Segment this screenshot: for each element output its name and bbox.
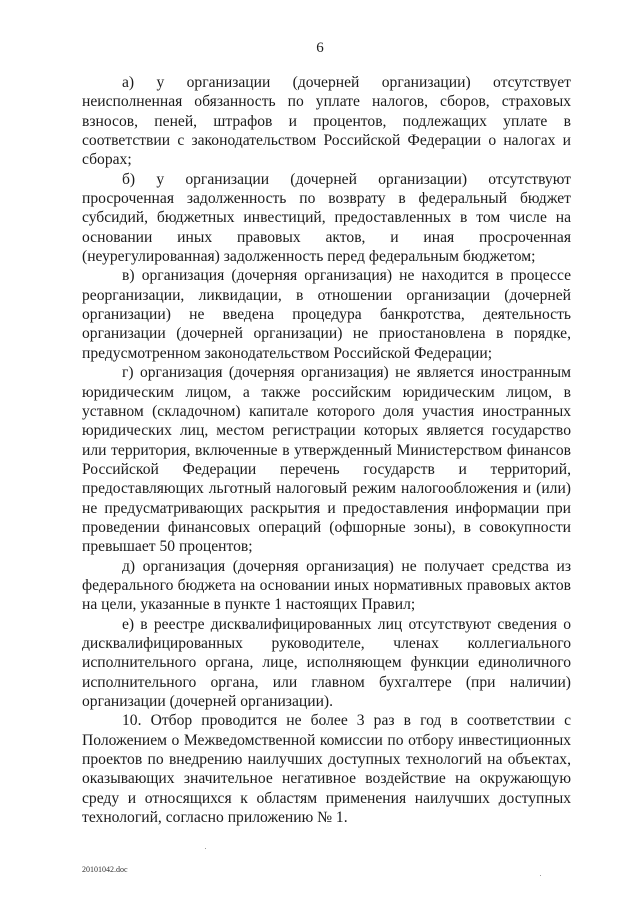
document-body	[82, 73, 571, 827]
paragraph-b: б) у организации (дочерней организации) отсутствуют просроченная задолженность по возврату в федеральный бюджет субсидий, бюджетных инвестиций, предоставленных в том числе на основании иных правовых актов, и иная просроченная (неурегулированная) задолженность перед федеральным бюджетом;	[82, 170, 571, 266]
paragraph-a: а) у организации (дочерней организации) отсутствует неисполненная обязанность по уплате налогов, сборов, страховых взносов, пеней, штрафов и процентов, подлежащих уплате в соответствии с законодательством Российской Федерации о налогах и сборах;	[82, 74, 571, 169]
page-number: 6	[316, 40, 324, 56]
footer-filename: 20101042.doc	[82, 865, 128, 874]
paragraph-e: е) в реестре дисквалифицированных лиц отсутствуют сведения о дисквалифицированных руководителе, членах коллегиального исполнительного органа, лице, исполняющем функции единоличного исполнительного органа, или главном бухгалтере (при наличии) организации (дочерней организации).	[82, 615, 571, 710]
paragraph-d: д) организация (дочерняя организация) не получает средства из федерального бюджета на основании иных нормативных правовых актов на цели, указанные в пункте 1 настоящих Правил;	[82, 557, 571, 614]
paragraph-g: г) организация (дочерняя организация) не является иностранным юридическим лицом, а также российским юридическим лицом, в уставном (складочном) капитале которого доля участия иностранных юридических лиц, местом регистрации которых является государство или территория, включенные в утвержденный Министерством финансов Российской Федерации перечень государств и территорий, предоставляющих льготный налоговый режим налогообложения и (или) не предусматривающих раскрытия и предоставления информации при проведении финансовых операций (офшорные зоны), в совокупности превышает 50 процентов;	[82, 364, 571, 556]
scan-speck	[205, 848, 206, 849]
paragraph-v: в) организация (дочерняя организация) не находится в процессе реорганизации, ликвидации, в отношении организации (дочерней организации) не введена процедура банкротства, деятельность организации (дочерней организации) не приостановлена в порядке, предусмотренном законодательством Российской Федерации;	[82, 267, 571, 362]
scan-speck	[540, 875, 541, 876]
paragraph-10: 10. Отбор проводится не более 3 раз в год в соответствии с Положением о Межведомственной комиссии по отбору инвестиционных проектов по внедрению наилучших доступных технологий на объектах, оказывающих значительное негативное воздействие на окружающую среду и относящихся к областям применения наилучших доступных технологий, согласно приложению № 1.	[82, 712, 571, 827]
